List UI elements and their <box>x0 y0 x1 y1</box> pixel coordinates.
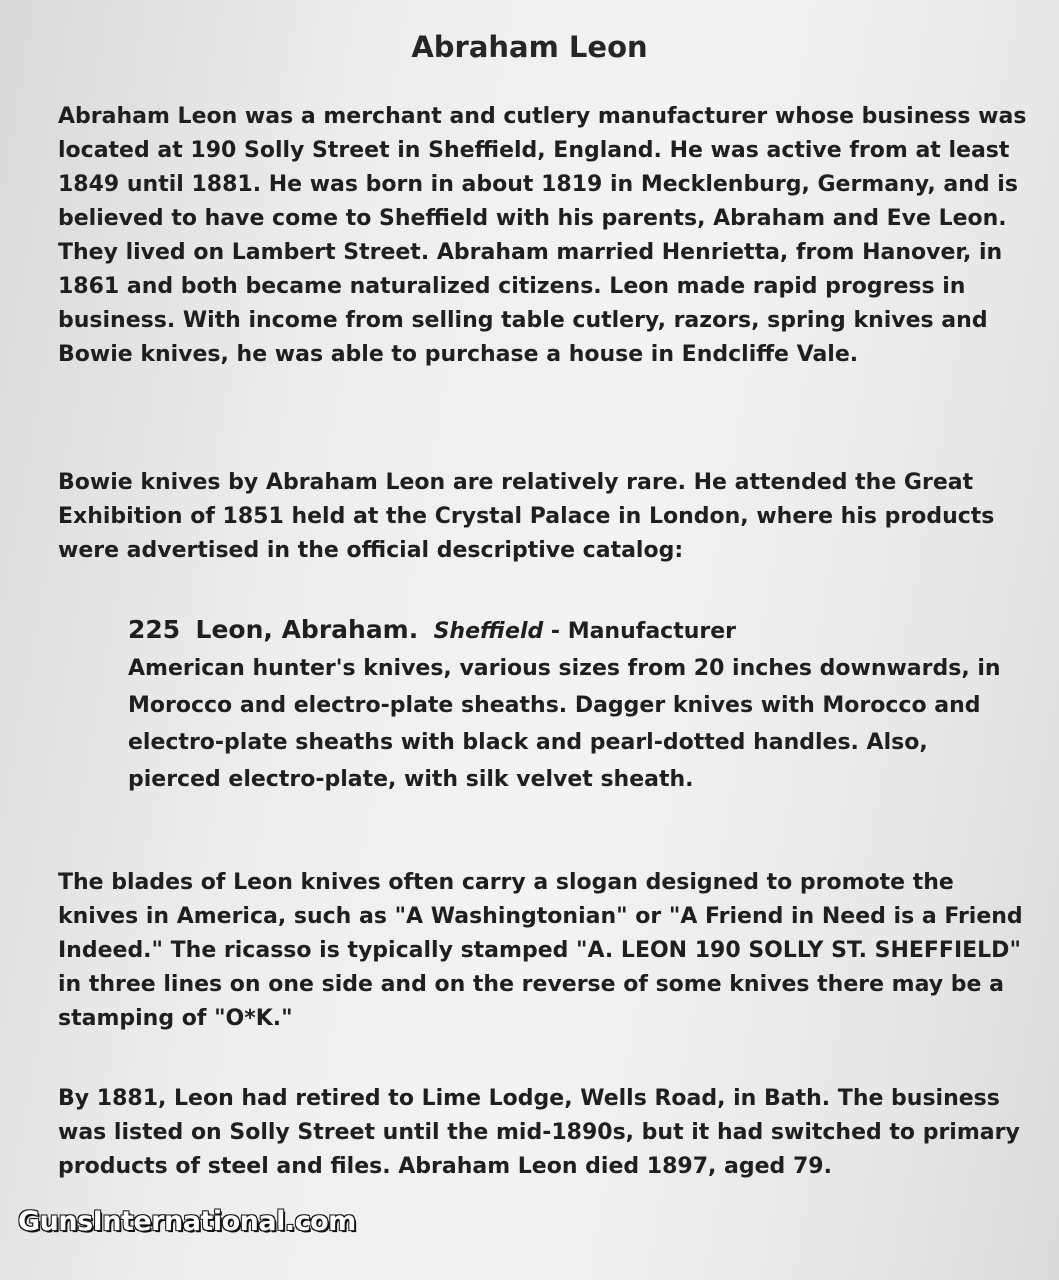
page-title: Abraham Leon <box>411 30 648 64</box>
catalog-place: Sheffield <box>433 619 544 644</box>
paragraph-blades: The blades of Leon knives often carry a slogan designed to promote the knives in America, such as "A Washingtonian" or "A Friend in Need is a Friend Indeed." The ricasso is typically stamped "A. LEON 190 SOLLY ST. SHEFFIELD" in three lines on one side and on the reverse of some knives there may be a stamping of "O*K." <box>58 870 1023 1031</box>
paragraph-biography: Abraham Leon was a merchant and cutlery manufacturer whose business was located at 190 Solly Street in Sheffield, England. He was active from at least 1849 until 1881. He was born in about 1819 in Mecklenburg, Germany, and is believed to have come to Sheffield with his parents, Abraham and Eve Leon. They lived on Lambert Street. Abraham married Henrietta, from Hanover, in 1861 and both became naturalized citizens. Leon made rapid progress in business. With income from selling table cutlery, razors, spring knives and Bowie knives, he was able to purchase a house in Endcliffe Vale. <box>58 104 1027 367</box>
catalog-number: 225 <box>128 615 181 644</box>
catalog-role: - Manufacturer <box>550 619 737 644</box>
watermark-logo: GunsInternational.com <box>18 1206 356 1237</box>
paragraph-exhibition: Bowie knives by Abraham Leon are relatively rare. He attended the Great Exhibition of 1851 held at the Crystal Palace in London, where his products were advertised in the official descriptive catalog: <box>58 470 995 563</box>
paragraph-retirement: By 1881, Leon had retired to Lime Lodge, Wells Road, in Bath. The business was listed on Solly Street until the mid-1890s, but it had switched to primary products of steel and files. Abraham Leon died 1897, aged 79. <box>58 1086 1020 1179</box>
catalog-entry <box>128 611 1008 798</box>
catalog-description: American hunter's knives, various sizes from 20 inches downwards, in Morocco and electro-plate sheaths. Dagger knives with Morocco and electro-plate sheaths with black and pearl-dotted handles. Also, pierced electro-plate, with silk velvet sheath. <box>128 656 1001 792</box>
catalog-name: Leon, Abraham. <box>195 615 419 644</box>
